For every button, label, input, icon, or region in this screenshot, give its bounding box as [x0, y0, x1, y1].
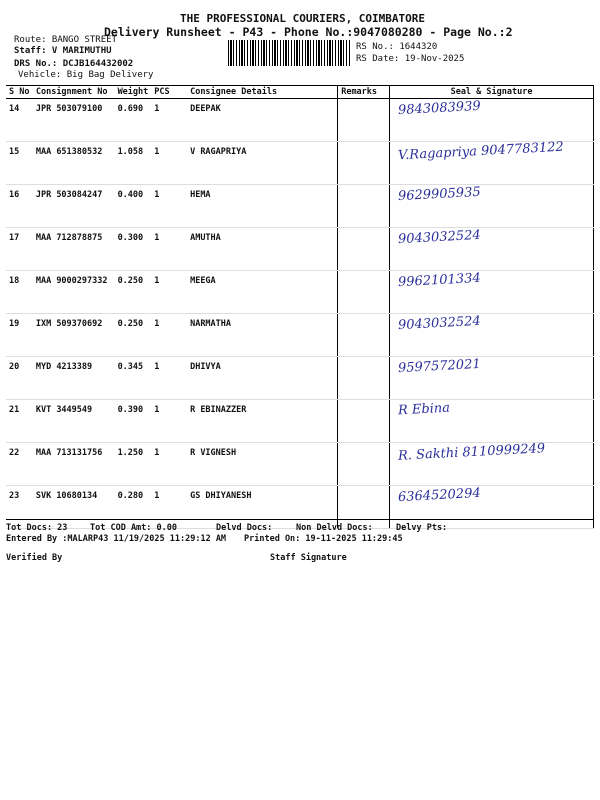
sno-cell: 14	[6, 99, 33, 142]
pcs-cell: 1	[151, 271, 187, 314]
pcs-cell: 1	[151, 357, 187, 400]
weight-cell: 0.400	[115, 185, 152, 228]
signature-cell	[390, 228, 594, 271]
col-sno: S No	[6, 86, 33, 99]
remarks-cell	[338, 99, 390, 142]
delivery-points: Delvy Pts:	[396, 523, 448, 533]
consignment-cell: MAA 713131756	[33, 443, 115, 486]
signature-cell	[390, 271, 594, 314]
col-pcs: PCS	[151, 86, 187, 99]
table-row	[6, 314, 594, 357]
barcode-image	[228, 40, 350, 66]
signature-cell	[390, 400, 594, 443]
sno-cell: 23	[6, 486, 33, 529]
remarks-cell	[338, 314, 390, 357]
sno-cell: 21	[6, 400, 33, 443]
remarks-cell	[338, 142, 390, 185]
weight-cell: 0.345	[115, 357, 152, 400]
remarks-cell	[338, 357, 390, 400]
sno-cell: 16	[6, 185, 33, 228]
sno-cell: 17	[6, 228, 33, 271]
handwritten-signature: 9962101334	[397, 270, 482, 291]
table-row	[6, 357, 594, 400]
handwritten-signature: R. Sakthi 8110999249	[397, 441, 546, 464]
verified-by-label: Verified By	[6, 553, 63, 563]
handwritten-signature: 9629905935	[397, 184, 482, 205]
consignee-cell: DEEPAK	[187, 99, 338, 142]
consignee-cell: DHIVYA	[187, 357, 338, 400]
weight-cell: 0.250	[115, 271, 152, 314]
remarks-cell	[338, 443, 390, 486]
handwritten-signature: R Ebina	[397, 400, 451, 419]
signature-cell	[390, 443, 594, 486]
signature-cell	[390, 185, 594, 228]
col-signature: Seal & Signature	[390, 86, 594, 99]
table-row	[6, 400, 594, 443]
pcs-cell: 1	[151, 400, 187, 443]
table-row	[6, 271, 594, 314]
pcs-cell: 1	[151, 142, 187, 185]
consignment-cell: MAA 9000297332	[33, 271, 115, 314]
non-delivered-docs: Non Delvd Docs:	[296, 523, 373, 533]
consignment-cell: JPR 503084247	[33, 185, 115, 228]
consignee-cell: HEMA	[187, 185, 338, 228]
rs-date: RS Date: 19-Nov-2025	[356, 54, 465, 64]
pcs-cell: 1	[151, 185, 187, 228]
col-weight: Weight	[115, 86, 152, 99]
drs-number: DRS No.: DCJB164432002	[14, 59, 134, 69]
col-remarks: Remarks	[338, 86, 390, 99]
signature-cell	[390, 357, 594, 400]
rs-number: RS No.: 1644320	[356, 42, 438, 52]
sno-cell: 19	[6, 314, 33, 357]
col-consignment: Consignment No	[33, 86, 115, 99]
consignee-cell: R VIGNESH	[187, 443, 338, 486]
weight-cell: 0.690	[115, 99, 152, 142]
sno-cell: 20	[6, 357, 33, 400]
staff-label: Staff: V MARIMUTHU	[14, 46, 112, 56]
printed-on: Printed On: 19-11-2025 11:29:45	[244, 534, 403, 544]
remarks-cell	[338, 228, 390, 271]
consignment-cell: MAA 712878875	[33, 228, 115, 271]
consignment-cell: JPR 503079100	[33, 99, 115, 142]
weight-cell: 0.250	[115, 314, 152, 357]
remarks-cell	[338, 400, 390, 443]
col-consignee: Consignee Details	[187, 86, 338, 99]
pcs-cell: 1	[151, 314, 187, 357]
route-label: Route: BANGO STREET	[14, 35, 117, 45]
handwritten-signature: 9597572021	[397, 356, 482, 377]
consignee-cell: NARMATHA	[187, 314, 338, 357]
pcs-cell: 1	[151, 99, 187, 142]
total-cod-amount: Tot COD Amt: 0.00	[90, 523, 177, 533]
consignee-cell: MEEGA	[187, 271, 338, 314]
signature-cell	[390, 314, 594, 357]
sno-cell: 15	[6, 142, 33, 185]
company-name: THE PROFESSIONAL COURIERS, COIMBATORE	[180, 12, 426, 25]
handwritten-signature: 9043032524	[397, 227, 482, 248]
table-row	[6, 228, 594, 271]
pcs-cell: 1	[151, 486, 187, 529]
consignee-cell: GS DHIYANESH	[187, 486, 338, 529]
handwritten-signature: 9043032524	[397, 313, 482, 334]
remarks-cell	[338, 185, 390, 228]
handwritten-signature: 9843083939	[397, 98, 482, 119]
table-row	[6, 142, 594, 185]
signature-cell	[390, 139, 594, 185]
handwritten-signature: 6364520294	[397, 485, 482, 506]
table-row	[6, 185, 594, 228]
weight-cell: 0.390	[115, 400, 152, 443]
weight-cell: 1.058	[115, 142, 152, 185]
weight-cell: 0.300	[115, 228, 152, 271]
handwritten-signature: V.Ragapriya 9047783122	[397, 139, 565, 164]
staff-signature-label: Staff Signature	[270, 553, 347, 563]
consignee-cell: V RAGAPRIYA	[187, 142, 338, 185]
consignee-cell: AMUTHA	[187, 228, 338, 271]
consignment-cell: IXM 509370692	[33, 314, 115, 357]
totals-divider	[6, 519, 594, 520]
consignment-cell: SVK 10680134	[33, 486, 115, 529]
weight-cell: 1.250	[115, 443, 152, 486]
consignee-cell: R EBINAZZER	[187, 400, 338, 443]
table-row	[6, 443, 594, 486]
runsheet-table	[6, 85, 594, 529]
remarks-cell	[338, 271, 390, 314]
pcs-cell: 1	[151, 443, 187, 486]
sno-cell: 18	[6, 271, 33, 314]
weight-cell: 0.280	[115, 486, 152, 529]
delivered-docs: Delvd Docs:	[216, 523, 273, 533]
entered-by: Entered By :MALARP43 11/19/2025 11:29:12 AM	[6, 534, 227, 544]
total-docs: Tot Docs: 23	[6, 523, 68, 533]
runsheet-title: Delivery Runsheet - P43 - Phone No.:9047080280 - Page No.:2	[104, 25, 513, 39]
table-row	[6, 99, 594, 142]
consignment-cell: MYD 4213389	[33, 357, 115, 400]
vehicle-label: Vehicle: Big Bag Delivery	[18, 70, 154, 80]
consignment-cell: KVT 3449549	[33, 400, 115, 443]
pcs-cell: 1	[151, 228, 187, 271]
table-header-row	[6, 86, 594, 99]
consignment-cell: MAA 651380532	[33, 142, 115, 185]
signature-cell	[390, 99, 594, 142]
sno-cell: 22	[6, 443, 33, 486]
